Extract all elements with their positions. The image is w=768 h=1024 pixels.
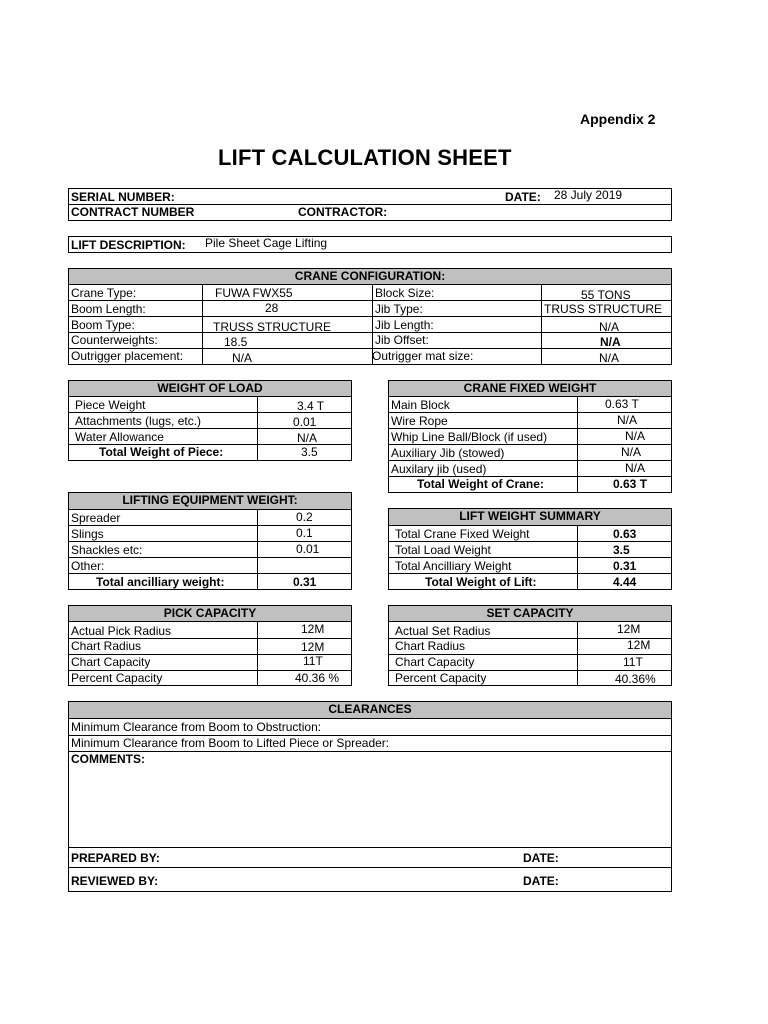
set-chart-capacity-label: Chart Capacity xyxy=(395,655,475,669)
date-value: 28 July 2019 xyxy=(554,188,623,202)
actual-pick-radius-label: Actual Pick Radius xyxy=(71,624,172,638)
piece-weight-label: Piece Weight xyxy=(75,398,146,412)
page-title: LIFT CALCULATION SHEET xyxy=(218,145,512,170)
boom-type-value: TRUSS STRUCTURE xyxy=(213,320,332,334)
prepared-by-label: PREPARED BY: xyxy=(71,851,160,865)
outrigger-placement-value: N/A xyxy=(232,351,253,365)
weight-of-load-table xyxy=(68,380,352,461)
total-weight-lift-value: 4.44 xyxy=(613,575,637,589)
outrigger-mat-value: N/A xyxy=(599,351,620,365)
boom-type-label: Boom Type: xyxy=(71,318,135,332)
total-weight-piece-value: 3.5 xyxy=(301,445,318,459)
set-capacity-header: SET CAPACITY xyxy=(389,606,671,622)
serial-number-label: SERIAL NUMBER: xyxy=(71,190,175,204)
jib-length-label: Jib Length: xyxy=(375,318,434,332)
lift-weight-summary-header: LIFT WEIGHT SUMMARY xyxy=(389,509,671,526)
set-percent-capacity-label: Percent Capacity xyxy=(395,671,487,685)
whip-line-label: Whip Line Ball/Block (if used) xyxy=(391,430,548,444)
reviewed-date-label: DATE: xyxy=(523,874,559,888)
clearance-obstruction-label: Minimum Clearance from Boom to Obstruction: xyxy=(71,720,322,734)
total-load-value: 3.5 xyxy=(613,543,630,557)
clearances-table xyxy=(68,701,672,892)
lift-description-block xyxy=(68,236,672,253)
prepared-date-label: DATE: xyxy=(523,851,559,865)
lifting-equipment-table xyxy=(68,492,352,590)
actual-pick-radius-value: 12M xyxy=(301,622,325,636)
total-crane-fixed-value: 0.63 xyxy=(613,527,637,541)
main-block-label: Main Block xyxy=(391,398,450,412)
clearances-header: CLEARANCES xyxy=(69,702,671,719)
boom-length-value: 28 xyxy=(265,301,279,315)
pick-percent-capacity-value: 40.36 % xyxy=(295,671,340,685)
counterweights-value: 18.5 xyxy=(224,335,248,349)
total-ancillary-value: 0.31 xyxy=(293,575,317,589)
crane-configuration-table xyxy=(68,268,672,365)
lifting-equipment-header: LIFTING EQUIPMENT WEIGHT: xyxy=(69,493,351,510)
pick-chart-capacity-value: 11T xyxy=(303,654,323,668)
water-allowance-value: N/A xyxy=(297,431,318,445)
total-weight-crane-value: 0.63 T xyxy=(613,477,648,491)
serial-contract-block xyxy=(68,188,672,221)
piece-weight-value: 3.4 T xyxy=(297,399,325,413)
crane-fixed-weight-header: CRANE FIXED WEIGHT xyxy=(389,381,671,397)
jib-offset-label: Jib Offset: xyxy=(375,333,429,347)
shackles-value: 0.01 xyxy=(296,542,320,556)
aux-jib-stowed-value: N/A xyxy=(621,445,642,459)
block-size-label: Block Size: xyxy=(375,286,435,300)
pick-chart-radius-value: 12M xyxy=(301,640,325,654)
lift-description-label: LIFT DESCRIPTION: xyxy=(71,238,186,252)
wire-rope-value: N/A xyxy=(617,413,638,427)
aux-jib-used-label: Auxilary jib (used) xyxy=(391,462,487,476)
spreader-value: 0.2 xyxy=(296,510,313,524)
jib-length-value: N/A xyxy=(599,320,620,334)
set-chart-radius-label: Chart Radius xyxy=(395,639,466,653)
slings-label: Slings xyxy=(71,527,104,541)
whip-line-value: N/A xyxy=(625,429,646,443)
actual-set-radius-value: 12M xyxy=(617,622,641,636)
slings-value: 0.1 xyxy=(296,526,313,540)
appendix-label: Appendix 2 xyxy=(580,111,656,127)
jib-type-value: TRUSS STRUCTURE xyxy=(544,302,663,316)
total-crane-fixed-label: Total Crane Fixed Weight xyxy=(395,527,530,541)
pick-percent-capacity-label: Percent Capacity xyxy=(71,671,163,685)
contractor-label: CONTRACTOR: xyxy=(298,205,388,219)
attachments-value: 0.01 xyxy=(293,415,317,429)
pick-chart-capacity-label: Chart Capacity xyxy=(71,655,151,669)
lift-weight-summary-table xyxy=(388,508,672,590)
crane-fixed-weight-table xyxy=(388,380,672,493)
crane-configuration-header: CRANE CONFIGURATION: xyxy=(69,269,671,285)
lift-description-value: Pile Sheet Cage Lifting xyxy=(205,236,328,250)
other-label: Other: xyxy=(71,559,105,573)
outrigger-placement-label: Outrigger placement: xyxy=(71,349,184,363)
aux-jib-stowed-label: Auxiliary Jib (stowed) xyxy=(391,446,505,460)
aux-jib-used-value: N/A xyxy=(625,461,646,475)
clearance-lifted-piece-label: Minimum Clearance from Boom to Lifted Piece or Spreader: xyxy=(71,736,390,750)
water-allowance-label: Water Allowance xyxy=(75,430,164,444)
jib-type-label: Jib Type: xyxy=(375,302,423,316)
spreader-label: Spreader xyxy=(71,511,121,525)
total-ancillary-label: Total ancilliary weight: xyxy=(96,575,225,589)
crane-type-value: FUWA FWX55 xyxy=(215,286,293,300)
boom-length-label: Boom Length: xyxy=(71,302,146,316)
total-ancillary-summary-label: Total Ancilliary Weight xyxy=(395,559,512,573)
set-chart-capacity-value: 11T xyxy=(623,655,643,669)
attachments-label: Attachments (lugs, etc.) xyxy=(75,414,202,428)
jib-offset-value: N/A xyxy=(600,335,621,349)
wire-rope-label: Wire Rope xyxy=(391,414,448,428)
weight-of-load-header: WEIGHT OF LOAD xyxy=(69,381,351,397)
main-block-value: 0.63 T xyxy=(605,397,639,411)
total-ancillary-summary-value: 0.31 xyxy=(613,559,637,573)
total-weight-lift-label: Total Weight of Lift: xyxy=(425,575,537,589)
pick-capacity-table xyxy=(68,605,352,686)
block-size-value: 55 TONS xyxy=(581,288,631,302)
crane-type-label: Crane Type: xyxy=(71,286,137,300)
counterweights-label: Counterweights: xyxy=(71,333,158,347)
total-weight-crane-label: Total Weight of Crane: xyxy=(417,477,544,491)
actual-set-radius-label: Actual Set Radius xyxy=(395,624,491,638)
set-percent-capacity-value: 40.36% xyxy=(615,672,656,686)
pick-chart-radius-label: Chart Radius xyxy=(71,639,142,653)
comments-label: COMMENTS: xyxy=(71,752,145,766)
contract-number-label: CONTRACT NUMBER xyxy=(71,205,195,219)
total-weight-piece-label: Total Weight of Piece: xyxy=(99,445,224,459)
outrigger-mat-label: Outrigger mat size: xyxy=(372,349,474,363)
date-label: DATE: xyxy=(505,190,541,204)
reviewed-by-label: REVIEWED BY: xyxy=(71,874,159,888)
set-chart-radius-value: 12M xyxy=(627,638,651,652)
shackles-label: Shackles etc: xyxy=(71,543,143,557)
set-capacity-table xyxy=(388,605,672,686)
total-load-label: Total Load Weight xyxy=(395,543,491,557)
pick-capacity-header: PICK CAPACITY xyxy=(69,606,351,622)
